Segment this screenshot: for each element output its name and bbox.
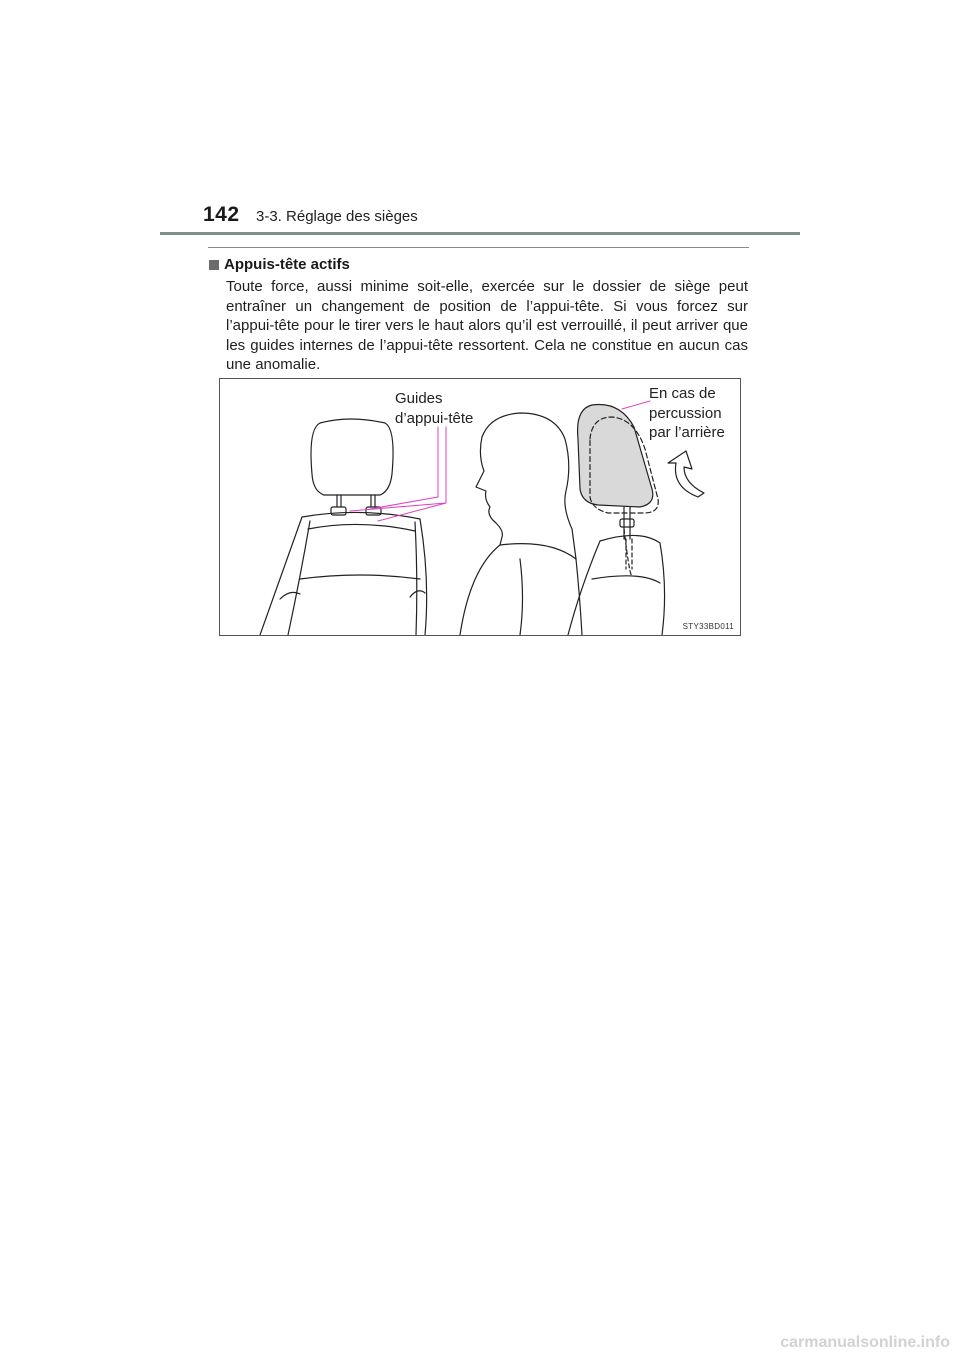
label-rear-impact: En cas de percussion par l’arrière <box>649 385 725 441</box>
subsection-heading <box>209 256 350 273</box>
left-headrest <box>311 419 393 495</box>
body-paragraph: Toute force, aussi minime soit-elle, exercée sur le dossier de siège peut entraîner un changement de position de l’appui-tête. Si vous forcez sur l’appui-tête pour le tirer vers le haut alors qu’il est verrouillé, il peut arriver que les guides internes de l’appui-tête ressortent. Cela ne constitue en aucun cas une anomalie. <box>226 278 748 373</box>
header-rule <box>160 232 800 235</box>
person-head <box>482 413 576 559</box>
headrest-illustration <box>219 378 741 636</box>
person-face <box>476 437 502 545</box>
motion-arrow <box>668 451 704 497</box>
sub-rule <box>208 247 749 248</box>
square-bullet-icon <box>209 260 219 270</box>
section-title: 3-3. Réglage des sièges <box>256 208 418 225</box>
heading-text: Appuis-tête actifs <box>224 256 350 273</box>
watermark: carmanualsonline.info <box>780 1334 950 1351</box>
right-seatback <box>568 535 665 635</box>
left-seatback <box>260 512 427 635</box>
page-number: 142 <box>203 203 240 226</box>
figure-code: STY33BD011 <box>682 622 734 631</box>
right-headrest-moved <box>578 404 653 507</box>
label-headrest-guides: Guides d’appui-tête <box>395 390 474 427</box>
